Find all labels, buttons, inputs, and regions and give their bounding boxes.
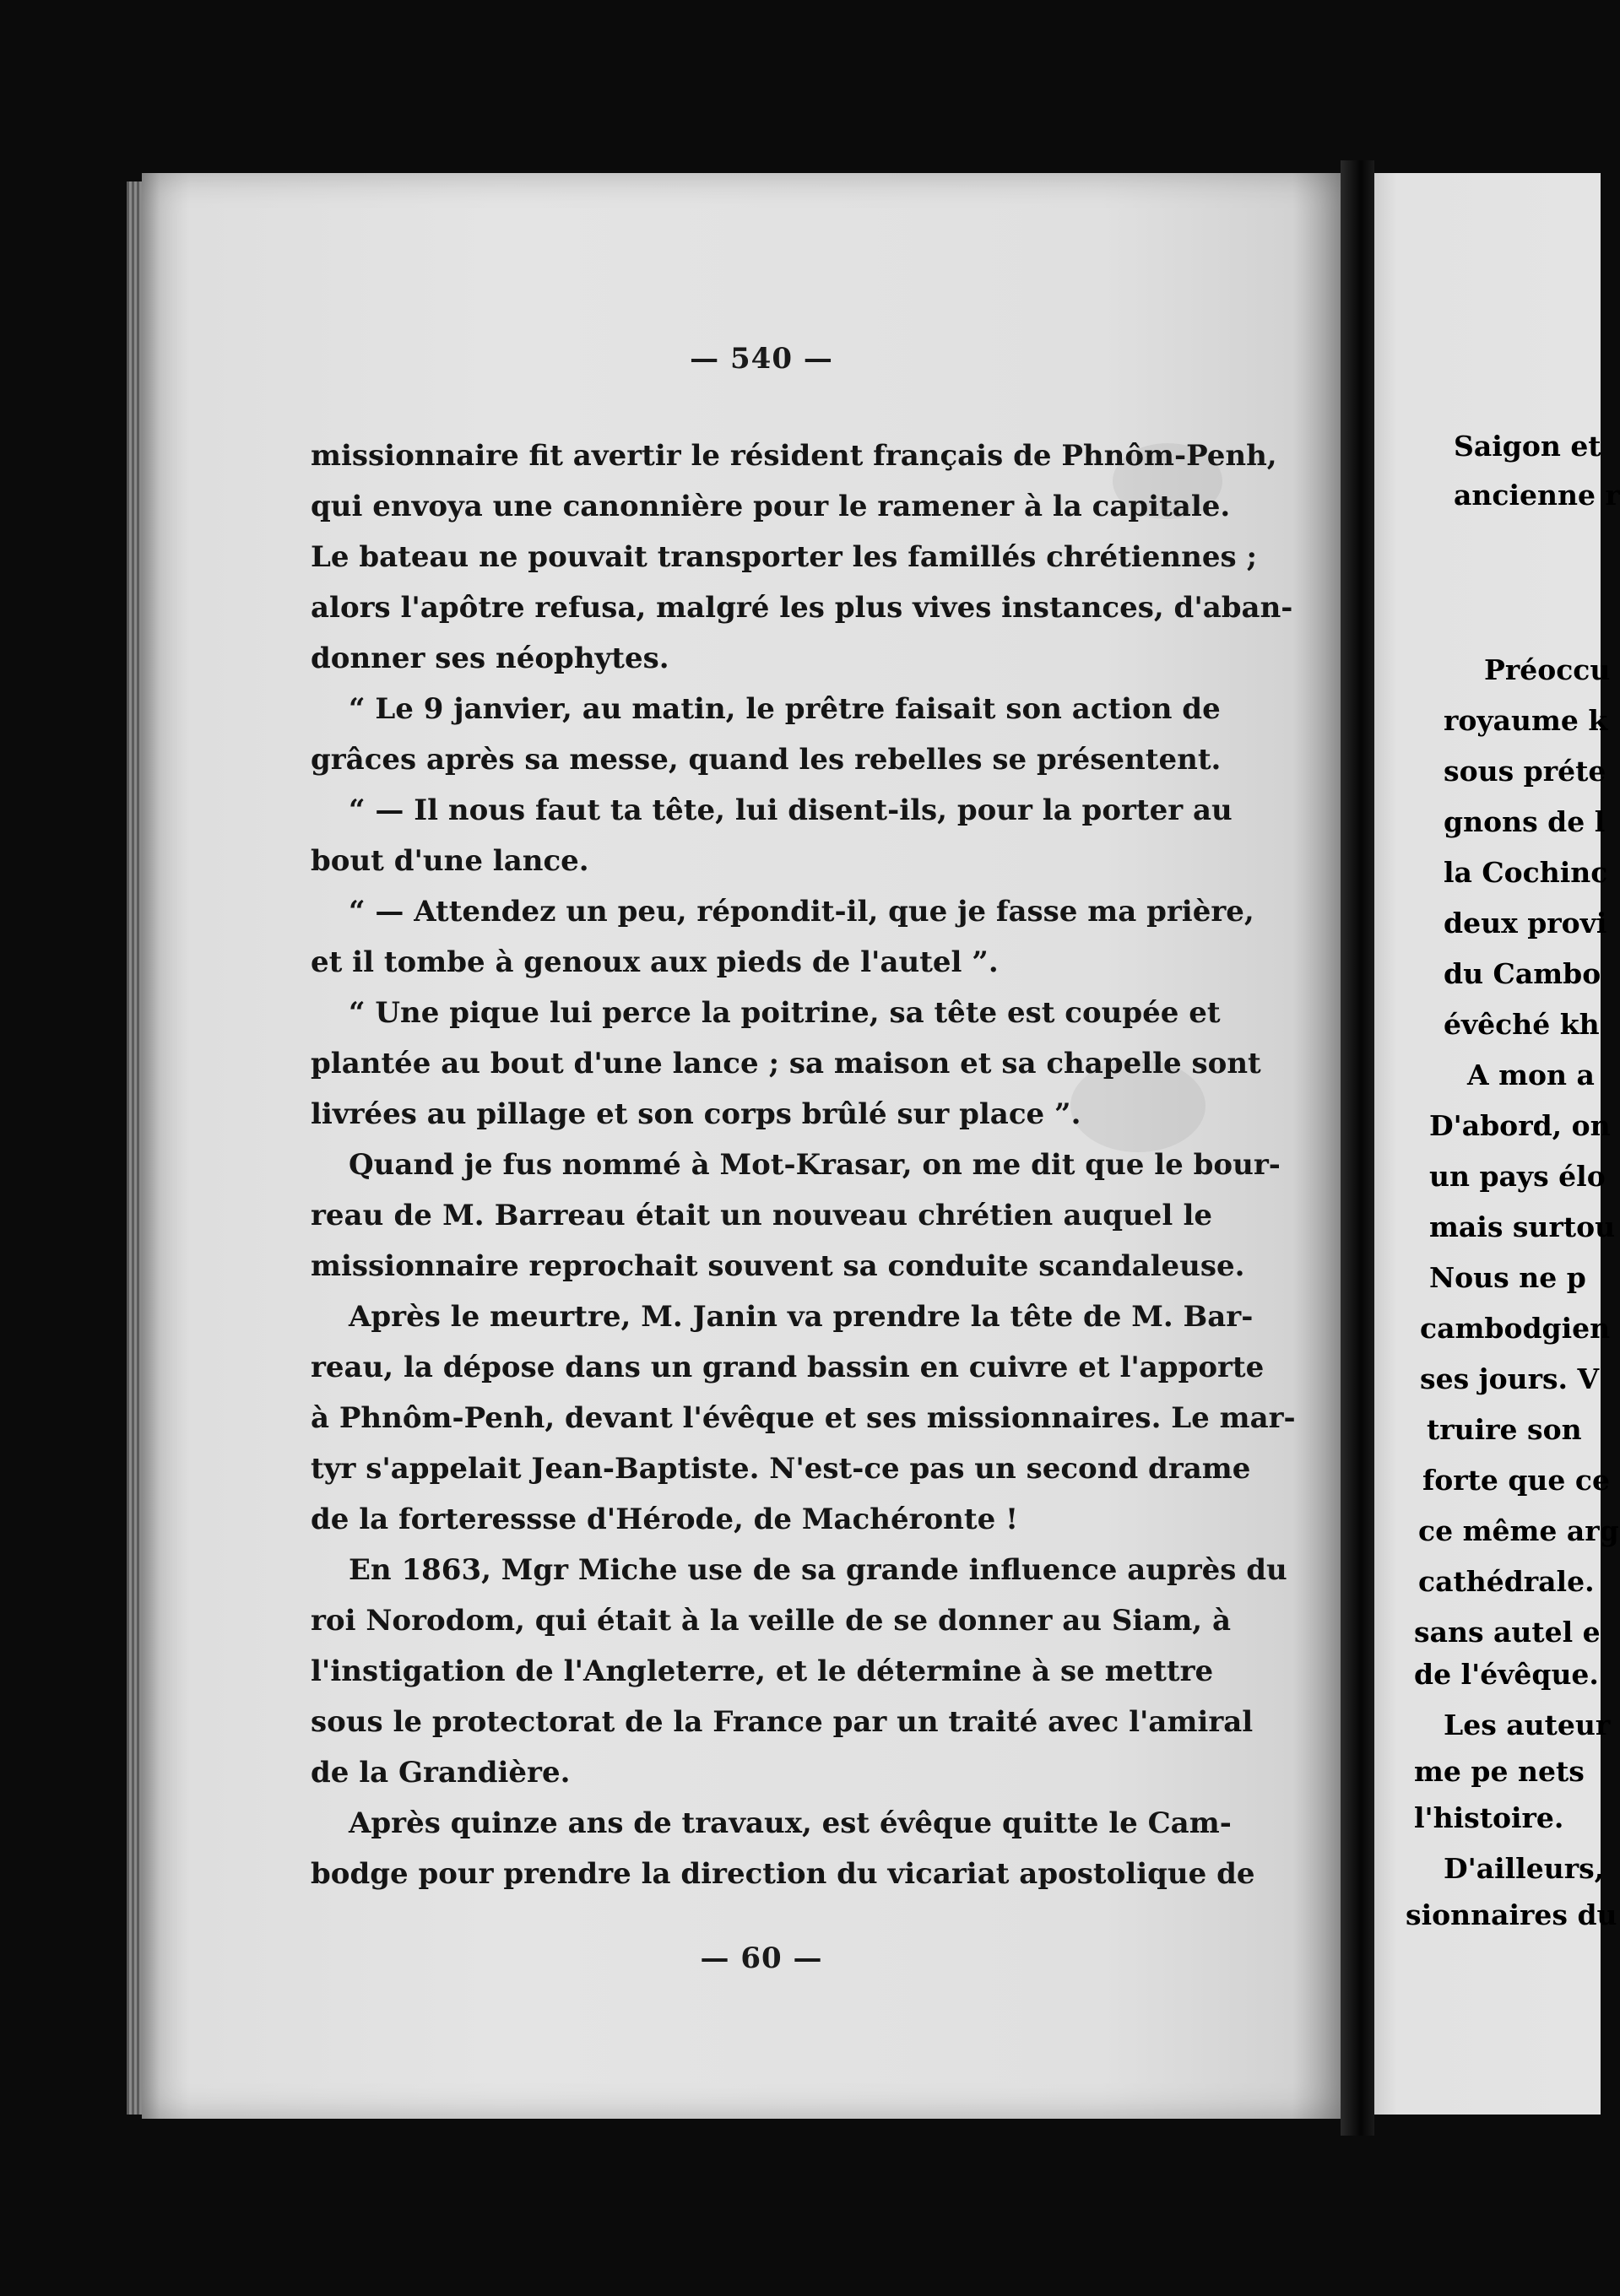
text-line: “ Le 9 janvier, au matin, le prêtre faisait son action de [349,692,1221,726]
text-line: missionnaire reprochait souvent sa conduite scandaleuse. [311,1249,1245,1283]
text-line: plantée au bout d'une lance ; sa maison et sa chapelle sont [311,1047,1261,1080]
text-line: ce même arg [1418,1514,1619,1547]
text-line: D'ailleurs, [1444,1852,1605,1885]
text-line: donner ses néophytes. [311,642,669,675]
text-line: reau, la dépose dans un grand bassin en cuivre et l'apporte [311,1351,1265,1384]
text-line: me pe nets [1414,1755,1585,1788]
text-line: En 1863, Mgr Miche use de sa grande influence auprès du [349,1553,1287,1587]
text-line: deux provi [1444,907,1607,940]
text-line: cambodgien [1420,1312,1611,1345]
text-line: de la forteressse d'Hérode, de Machéronte ! [311,1503,1018,1536]
text-line: bout d'une lance. [311,844,589,878]
text-line: à Phnôm-Penh, devant l'évêque et ses missionnaires. Le mar- [311,1401,1296,1435]
text-line: Après quinze ans de travaux, est évêque quitte le Cam- [349,1806,1232,1840]
text-line: et il tombe à genoux aux pieds de l'autel ”. [311,945,999,979]
text-line: royaume k [1444,704,1608,737]
text-line: Préoccu [1484,653,1611,686]
text-line: Le bateau ne pouvait transporter les famillés chrétiennes ; [311,540,1258,574]
text-line: reau de M. Barreau était un nouveau chrétien auquel le [311,1199,1212,1232]
text-line: livrées au pillage et son corps brûlé sur place ”. [311,1097,1081,1131]
text-line: A mon a [1467,1059,1595,1091]
text-line: roi Norodom, qui était à la veille de se donner au Siam, à [311,1604,1232,1638]
text-line: évêché kh [1444,1008,1600,1041]
text-line: Nous ne p [1429,1261,1586,1294]
page-number: — 60 — [700,1941,823,1975]
text-line: mais surtou [1429,1210,1616,1243]
text-line: truire son [1427,1413,1582,1446]
text-line: “ — Il nous faut ta tête, lui disent-ils, pour la porter au [349,793,1233,827]
text-line: ses jours. V [1420,1362,1600,1395]
text-line: du Cambo [1444,957,1601,990]
running-head: — 540 — [690,342,833,376]
book-gutter [1341,160,1374,2136]
text-line: “ — Attendez un peu, répondit-il, que je fasse ma prière, [349,895,1254,929]
text-line: de l'évêque. [1414,1658,1599,1691]
text-line: Saigon et [1454,430,1601,463]
text-line: la Cochinc [1444,856,1608,889]
text-line: D'abord, on [1429,1109,1611,1142]
text-line: sionnaires du [1406,1898,1617,1931]
text-line: bodge pour prendre la direction du vicariat apostolique de [311,1857,1255,1891]
text-line: gnons de l [1444,805,1606,838]
text-line: “ Une pique lui perce la poitrine, sa tête est coupée et [349,996,1221,1030]
text-line: sous préte [1444,755,1606,788]
text-line: qui envoya une canonnière pour le ramener à la capitale. [311,490,1231,523]
text-line: un pays élo [1429,1160,1606,1193]
text-line: Les auteur [1444,1708,1611,1741]
text-line: forte que ce [1422,1464,1610,1497]
text-line: tyr s'appelait Jean-Baptiste. N'est-ce pas un second drame [311,1452,1251,1486]
text-line: ancienne r [1454,479,1620,512]
text-line: missionnaire fit avertir le résident français de Phnôm-Penh, [311,439,1277,473]
text-line: de la Grandière. [311,1756,571,1790]
text-line: Quand je fus nommé à Mot-Krasar, on me dit que le bour- [349,1148,1281,1182]
text-line: alors l'apôtre refusa, malgré les plus vives instances, d'aban- [311,591,1293,625]
text-line: sans autel e [1414,1616,1601,1649]
text-line: l'histoire. [1414,1801,1564,1834]
text-line: grâces après sa messe, quand les rebelles se présentent. [311,743,1222,777]
text-line: Après le meurtre, M. Janin va prendre la tête de M. Bar- [349,1300,1254,1334]
text-line: sous le protectorat de la France par un traité avec l'amiral [311,1705,1254,1739]
text-line: cathédrale. [1418,1565,1595,1598]
text-line: l'instigation de l'Angleterre, et le détermine à se mettre [311,1654,1214,1688]
